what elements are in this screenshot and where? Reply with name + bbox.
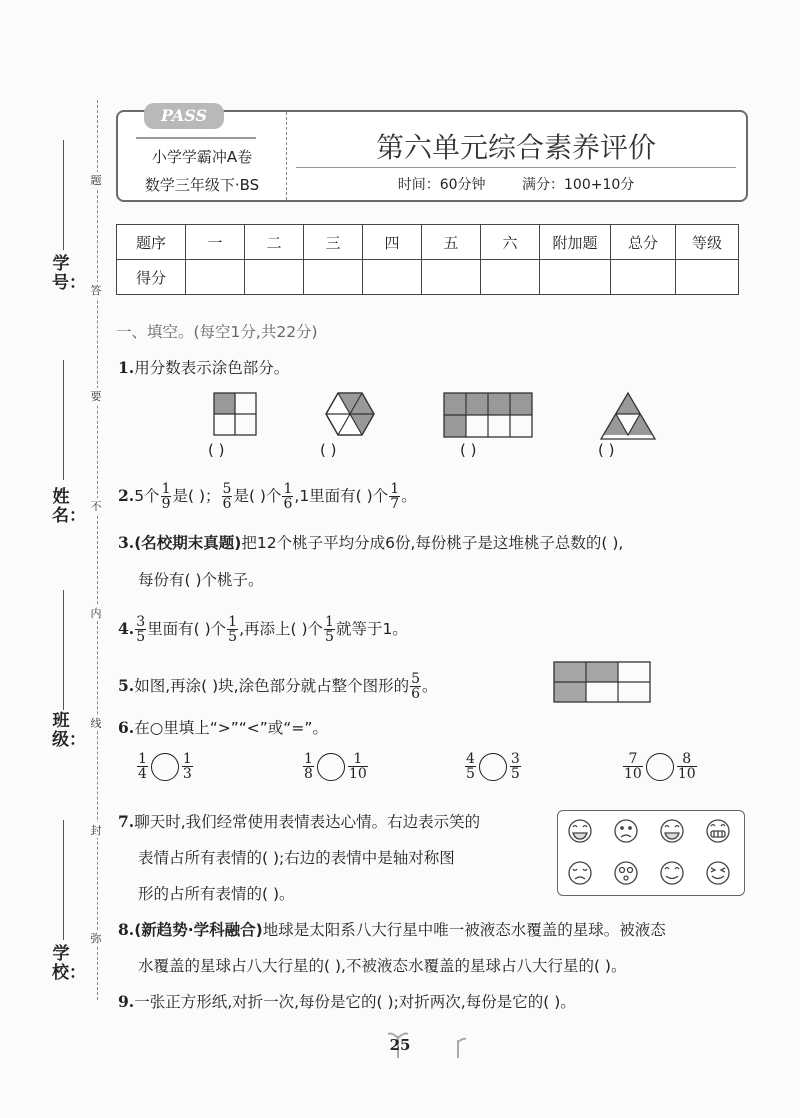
q2-text: 是( )个 xyxy=(233,487,282,505)
emoji-panel xyxy=(557,810,745,896)
margin-line-4 xyxy=(63,820,64,940)
numerator: 8 xyxy=(682,751,692,767)
time-limit: 时间：60分钟 xyxy=(397,177,486,193)
crying-face-icon xyxy=(569,862,591,884)
numerator: 1 xyxy=(182,751,192,767)
fraction xyxy=(510,752,521,781)
denominator: 5 xyxy=(228,629,238,645)
fraction xyxy=(182,752,193,781)
seal-char: 内 xyxy=(88,605,104,621)
fraction xyxy=(623,752,643,781)
score-row-label: 得分 xyxy=(117,260,186,295)
numerator: 1 xyxy=(390,481,400,497)
q4-text: 就等于1。 xyxy=(335,620,408,638)
score-cell[interactable] xyxy=(676,260,739,295)
compare-item xyxy=(302,752,369,781)
question-number: 5. xyxy=(118,676,135,695)
numerator: 1 xyxy=(138,751,147,767)
q2-text: ,1里面有( )个 xyxy=(294,487,389,505)
header-box xyxy=(116,106,748,202)
emoji-faces xyxy=(558,811,744,895)
fraction xyxy=(137,752,148,781)
q7-line-2: 表情占所有表情的( );右边的表情中是轴对称图 xyxy=(138,849,455,867)
denominator: 7 xyxy=(390,496,400,512)
denominator: 9 xyxy=(161,496,171,512)
seal-char: 弥 xyxy=(88,930,104,946)
question-number: 8. xyxy=(118,920,135,939)
fraction xyxy=(161,482,172,511)
school-label: 学校： xyxy=(52,944,86,983)
score-header-cell: 五 xyxy=(422,225,481,260)
question-6 xyxy=(118,718,328,738)
q4-text: ,再添上( )个 xyxy=(239,620,324,638)
page-title: 第六单元综合素养评价 xyxy=(375,131,656,164)
score-cell[interactable] xyxy=(363,260,422,295)
question-number: 3. xyxy=(118,533,135,552)
q7-line-3: 形的占所有表情的( )。 xyxy=(138,885,295,903)
score-header-cell: 题序 xyxy=(117,225,186,260)
q4-text: 里面有( )个 xyxy=(147,620,227,638)
title-divider xyxy=(296,167,736,168)
numerator: 1 xyxy=(353,751,363,767)
fraction xyxy=(389,482,400,511)
question-8 xyxy=(118,920,666,940)
numerator: 4 xyxy=(466,751,475,767)
page-number: 25 xyxy=(389,1036,411,1054)
denominator: 4 xyxy=(138,766,147,782)
numerator: 1 xyxy=(325,614,334,630)
denominator: 6 xyxy=(411,686,420,702)
denominator: 5 xyxy=(466,766,475,782)
smiling-face-icon xyxy=(661,862,683,884)
score-header-cell: 四 xyxy=(363,225,422,260)
fraction xyxy=(465,752,476,781)
q8-line-1: 地球是太阳系八大行星中唯一被液态水覆盖的星球。被液态 xyxy=(262,921,666,939)
score-cell[interactable] xyxy=(611,260,676,295)
numerator: 3 xyxy=(510,751,520,767)
question-text: 一张正方形纸,对折一次,每份是它的( );对折两次,每份是它的( )。 xyxy=(134,993,576,1011)
denominator: 6 xyxy=(222,496,232,512)
seal-char: 题 xyxy=(88,172,104,188)
question-number: 7. xyxy=(118,812,135,831)
numerator: 5 xyxy=(411,671,420,687)
score-header-cell: 二 xyxy=(245,225,304,260)
compare-circle[interactable] xyxy=(646,753,674,781)
score-header-cell: 附加题 xyxy=(540,225,611,260)
compare-circle[interactable] xyxy=(317,753,345,781)
compare-circle[interactable] xyxy=(479,753,507,781)
margin-line-3 xyxy=(63,590,64,710)
fraction xyxy=(282,482,293,511)
denominator: 10 xyxy=(348,766,367,782)
score-cell[interactable] xyxy=(304,260,363,295)
compare-circle[interactable] xyxy=(151,753,179,781)
numerator: 1 xyxy=(283,481,293,497)
question-number: 1. xyxy=(118,358,135,377)
numerator: 1 xyxy=(161,481,171,497)
compare-item xyxy=(464,752,522,781)
score-header-cell: 一 xyxy=(186,225,245,260)
score-table-header-row xyxy=(117,225,739,260)
denominator: 10 xyxy=(677,766,696,782)
header-series-panel xyxy=(118,106,287,200)
fraction xyxy=(348,752,368,781)
q5-figure xyxy=(552,660,652,704)
score-cell[interactable] xyxy=(540,260,611,295)
sad-face-icon xyxy=(615,820,637,842)
numerator: 1 xyxy=(228,614,238,630)
q2-text: 。 xyxy=(401,487,417,505)
q1-answer-4[interactable]: ( ) xyxy=(598,441,615,459)
logo-underline xyxy=(136,137,256,139)
series-name: 小学学霸冲A卷 xyxy=(151,148,253,166)
score-header-cell: 总分 xyxy=(611,225,676,260)
class-label: 班级： xyxy=(52,711,86,750)
q1-answer-3[interactable]: ( ) xyxy=(460,441,477,459)
q2-text: 5个 xyxy=(134,487,160,505)
score-header-cell: 三 xyxy=(304,225,363,260)
fraction xyxy=(227,615,238,644)
q8-line-2: 水覆盖的星球占八大行星的( ),不被液态水覆盖的星球占八大行星的( )。 xyxy=(138,957,627,975)
score-header-cell: 六 xyxy=(481,225,540,260)
question-1 xyxy=(118,358,289,378)
fraction xyxy=(677,752,697,781)
fraction xyxy=(222,482,233,511)
name-label: 姓名： xyxy=(52,487,86,526)
denominator: 3 xyxy=(182,766,192,782)
grinning-face-icon xyxy=(707,820,729,842)
denominator: 5 xyxy=(510,766,520,782)
question-number: 6. xyxy=(118,718,135,737)
compare-item xyxy=(136,752,194,781)
seal-char: 要 xyxy=(88,388,104,404)
compare-item xyxy=(622,752,698,781)
question-number: 9. xyxy=(118,992,135,1011)
laughing-face-icon xyxy=(569,820,591,842)
score-table-score-row xyxy=(117,260,739,295)
seal-char: 封 xyxy=(88,822,104,838)
question-tag: (名校期末真题) xyxy=(134,534,242,552)
q5-text: 如图,再涂( )块,涂色部分就占整个图形的 xyxy=(134,677,410,695)
denominator: 6 xyxy=(283,496,293,512)
square-figure xyxy=(214,393,256,435)
seal-char: 不 xyxy=(88,498,104,514)
denominator: 5 xyxy=(136,629,146,645)
question-7 xyxy=(118,812,480,832)
grade-label: 数学三年级下·BS xyxy=(144,176,260,194)
q1-figures xyxy=(200,385,680,441)
q7-line-1: 聊天时,我们经常使用表情表达心情。右边表示笑的 xyxy=(134,813,481,831)
student-id-label: 学号： xyxy=(52,254,86,293)
seal-line xyxy=(97,100,98,1000)
question-text: 在○里填上“>”“<”或“=”。 xyxy=(134,719,328,737)
exam-info xyxy=(286,174,746,194)
score-table xyxy=(116,224,739,295)
score-header-cell: 等级 xyxy=(676,225,739,260)
question-2 xyxy=(118,482,417,511)
q1-answer-2[interactable]: ( ) xyxy=(320,441,337,459)
question-3 xyxy=(118,533,623,553)
hexagon-figure xyxy=(326,393,374,435)
q3-line-2: 每份有( )个桃子。 xyxy=(138,571,264,589)
fraction xyxy=(410,672,421,701)
q5-text: 。 xyxy=(422,677,438,695)
question-tag: (新趋势·学科融合) xyxy=(134,921,263,939)
score-cell[interactable] xyxy=(481,260,540,295)
question-9 xyxy=(118,992,576,1012)
triangle-figure xyxy=(601,393,655,439)
denominator: 10 xyxy=(624,766,642,782)
score-cell[interactable] xyxy=(245,260,304,295)
pass-logo: PASS xyxy=(144,103,224,129)
q3-line-1: 把12个桃子平均分成6份,每份桃子是这堆桃子总数的( ), xyxy=(241,534,624,552)
numerator: 7 xyxy=(628,751,638,767)
numerator: 3 xyxy=(136,614,146,630)
numerator: 5 xyxy=(222,481,232,497)
score-cell[interactable] xyxy=(422,260,481,295)
fraction xyxy=(324,615,335,644)
full-score: 满分：100+10分 xyxy=(522,177,635,193)
q1-answer-1[interactable]: ( ) xyxy=(208,441,225,459)
question-4 xyxy=(118,615,408,644)
numerator: 1 xyxy=(304,751,313,767)
seal-char: 答 xyxy=(88,282,104,298)
denominator: 8 xyxy=(304,766,313,782)
question-text: 用分数表示涂色部分。 xyxy=(134,359,290,377)
section-heading: 一、填空。(每空1分,共22分) xyxy=(116,323,318,341)
margin-line-2 xyxy=(63,360,64,480)
margin-line-top xyxy=(63,140,64,250)
fraction xyxy=(135,615,146,644)
question-number: 2. xyxy=(118,486,135,505)
q2-text: 是( )； xyxy=(172,487,221,505)
tears-of-joy-face-icon xyxy=(661,820,683,842)
question-number: 4. xyxy=(118,619,135,638)
dizzy-face-icon xyxy=(615,862,637,884)
denominator: 5 xyxy=(325,629,334,645)
seal-char: 线 xyxy=(88,715,104,731)
rectangle-grid-figure xyxy=(444,393,532,437)
score-cell[interactable] xyxy=(186,260,245,295)
fraction xyxy=(303,752,314,781)
question-5 xyxy=(118,672,438,701)
squinting-face-icon xyxy=(707,862,729,884)
